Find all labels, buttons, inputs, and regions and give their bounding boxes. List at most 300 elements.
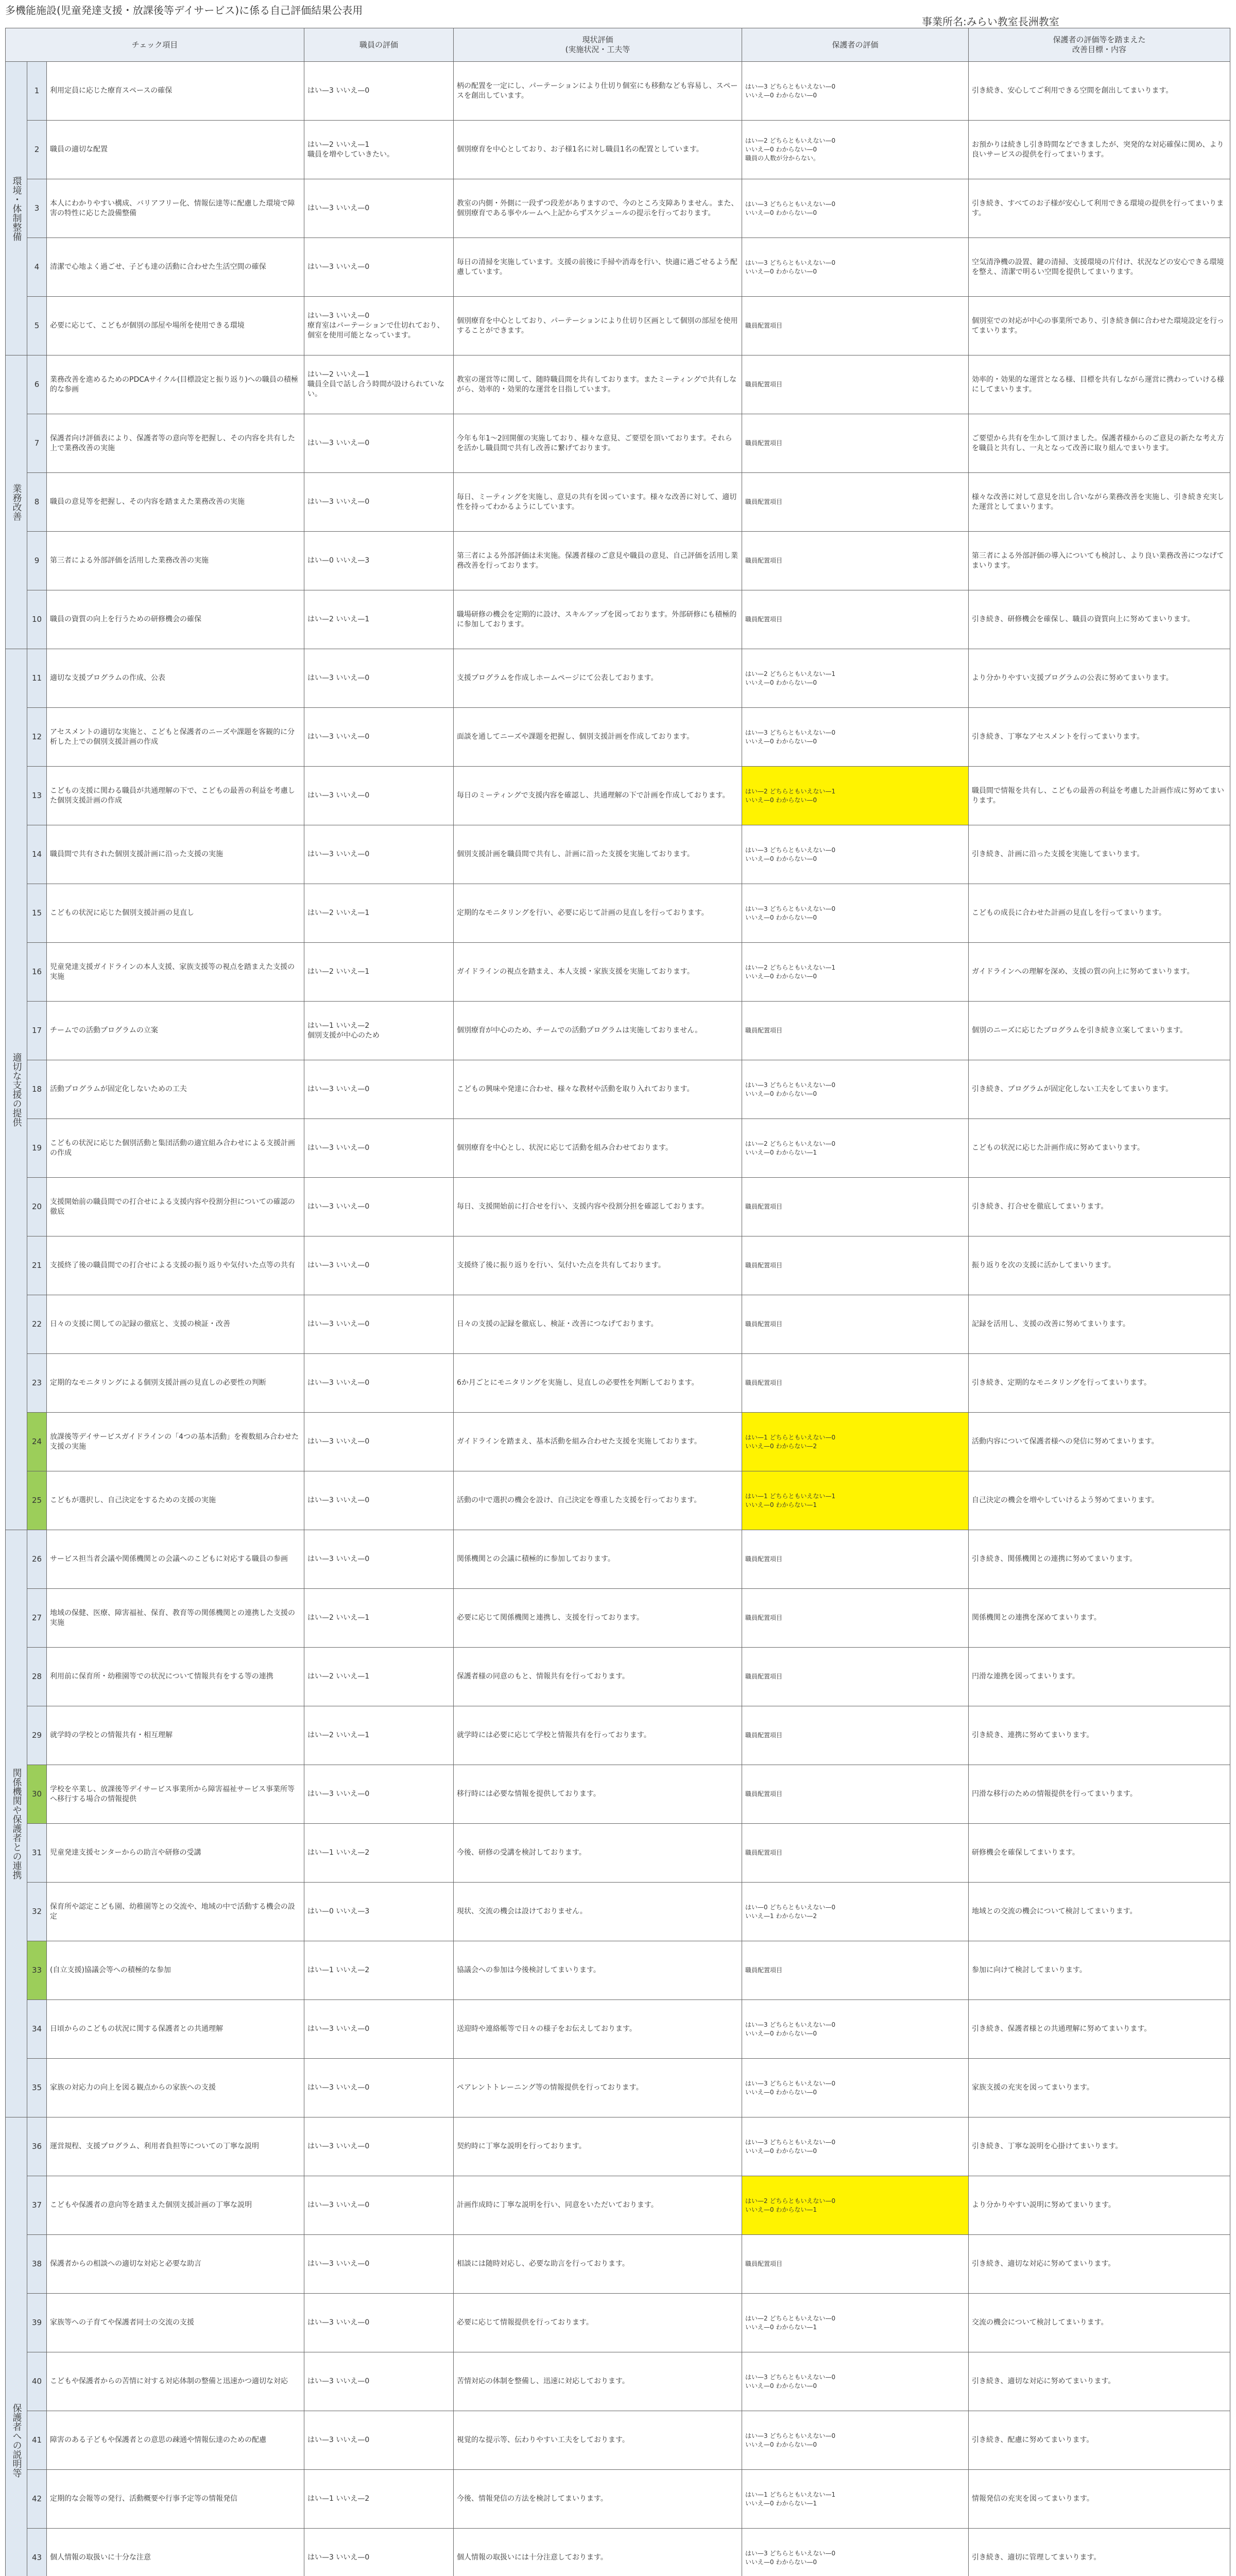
- table-row: [6, 2235, 1230, 2294]
- table-row: [6, 2411, 1230, 2470]
- check-item: 利用前に保育所・幼稚園等での状況について情報共有をする等の連携: [47, 1648, 304, 1706]
- staff-evaluation: はい—2 いいえ—1 職員を増やしていきたい。: [304, 121, 454, 179]
- current-status: 苦情対応の体制を整備し、迅速に対応しております。: [454, 2352, 742, 2411]
- improvement-goal: 空気清浄機の設置、鍵の清掃、支援環境の片付け、状況などの安心できる環境を整え、清潔で明るい空間を提供してまいります。: [969, 238, 1230, 297]
- row-number: 29: [27, 1706, 47, 1765]
- improvement-goal: 引き続き、適切な対応に努めてまいります。: [969, 2352, 1230, 2411]
- improvement-goal: 引き続き、打合せを徹底してまいります。: [969, 1178, 1230, 1236]
- staff-evaluation: はい—1 いいえ—2: [304, 2470, 454, 2529]
- row-number: 8: [27, 473, 47, 532]
- guardian-evaluation: 職員配置項目: [742, 1236, 969, 1295]
- current-status: ガイドラインの視点を踏まえ、本人支援・家族支援を実施しております。: [454, 943, 742, 1002]
- guardian-evaluation: はい—3 どちらともいえない—0 いいえ—0 わからない—0: [742, 825, 969, 884]
- current-status: 職場研修の機会を定期的に設け、スキルアップを図っております。外部研修にも積極的に参加しております。: [454, 590, 742, 649]
- improvement-goal: こどもの成長に合わせた計画の見直しを行ってまいります。: [969, 884, 1230, 943]
- guardian-evaluation: はい—2 どちらともいえない—0 いいえ—0 わからない—1: [742, 1119, 969, 1178]
- current-status: 個別療育を中心としており、お子様1名に対し職員1名の配置としています。: [454, 121, 742, 179]
- current-status: 個別療育が中心のため、チームでの活動プログラムは実施しておりません。: [454, 1002, 742, 1060]
- improvement-goal: 引き続き、プログラムが固定化しない工夫をしてまいります。: [969, 1060, 1230, 1119]
- current-status: 教室の運営等に関して、随時職員間を共有しております。またミーティングで共有しながら、効率的・効果的な運営を目指しています。: [454, 355, 742, 414]
- table-row: [6, 179, 1230, 238]
- guardian-evaluation: 職員配置項目: [742, 2235, 969, 2294]
- guardian-evaluation: はい—2 どちらともいえない—1 いいえ—0 わからない—0: [742, 943, 969, 1002]
- improvement-goal: 個別室での対応が中心の事業所であり、引き続き個に合わせた環境設定を行ってまいります。: [969, 297, 1230, 355]
- page-title: 多機能施設(児童発達支援・放課後等デイサービス)に係る自己評価結果公表用: [5, 4, 363, 16]
- guardian-evaluation: はい—2 どちらともいえない—0 いいえ—0 わからない—1: [742, 2294, 969, 2352]
- table-row: [6, 1941, 1230, 2000]
- table-row: [6, 1530, 1230, 1589]
- guardian-evaluation: 職員配置項目: [742, 1648, 969, 1706]
- table-row: [6, 1765, 1230, 1824]
- improvement-goal: 引き続き、丁寧な説明を心掛けてまいります。: [969, 2117, 1230, 2176]
- staff-evaluation: はい—2 いいえ—1: [304, 943, 454, 1002]
- row-number: 12: [27, 708, 47, 767]
- table-row: [6, 2294, 1230, 2352]
- current-status: 活動の中で選択の機会を設け、自己決定を尊重した支援を行っております。: [454, 1471, 742, 1530]
- guardian-evaluation: はい—3 どちらともいえない—0 いいえ—0 わからない—0: [742, 2117, 969, 2176]
- guardian-evaluation: 職員配置項目: [742, 1354, 969, 1413]
- row-number: 43: [27, 2529, 47, 2576]
- guardian-evaluation: はい—3 どちらともいえない—0 いいえ—0 わからない—0: [742, 708, 969, 767]
- staff-evaluation: はい—3 いいえ—0: [304, 649, 454, 708]
- improvement-goal: 自己決定の機会を増やしていけるよう努めてまいります。: [969, 1471, 1230, 1530]
- current-status: 個別支援計画を職員間で共有し、計画に沿った支援を実施しております。: [454, 825, 742, 884]
- improvement-goal: 交流の機会について検討してまいります。: [969, 2294, 1230, 2352]
- guardian-evaluation: はい—2 どちらともいえない—0 いいえ—0 わからない—0 職員の人数が分からない。: [742, 121, 969, 179]
- current-status: 6か月ごとにモニタリングを実施し、見直しの必要性を判断しております。: [454, 1354, 742, 1413]
- category-cell: 関係機関や保護者との連携: [6, 1530, 27, 2117]
- staff-evaluation: はい—3 いいえ—0: [304, 2411, 454, 2470]
- header-check: チェック項目: [6, 28, 304, 62]
- row-number: 34: [27, 2000, 47, 2059]
- guardian-evaluation: 職員配置項目: [742, 590, 969, 649]
- row-number: 28: [27, 1648, 47, 1706]
- check-item: 職員の資質の向上を行うための研修機会の確保: [47, 590, 304, 649]
- row-number: 11: [27, 649, 47, 708]
- improvement-goal: 効率的・効果的な運営となる様、目標を共有しながら運営に携わっていける様にしてまいります。: [969, 355, 1230, 414]
- table-body: [6, 62, 1230, 2576]
- staff-evaluation: はい—3 いいえ—0: [304, 1765, 454, 1824]
- table-row: [6, 1236, 1230, 1295]
- guardian-evaluation: はい—3 どちらともいえない—0 いいえ—0 わからない—0: [742, 62, 969, 121]
- table-row: [6, 1178, 1230, 1236]
- improvement-goal: 個別のニーズに応じたプログラムを引き続き立案してまいります。: [969, 1002, 1230, 1060]
- table-row: [6, 943, 1230, 1002]
- check-item: 適切な支援プログラムの作成、公表: [47, 649, 304, 708]
- guardian-evaluation: 職員配置項目: [742, 532, 969, 590]
- guardian-evaluation: 職員配置項目: [742, 414, 969, 473]
- current-status: 個別療育を中心とし、状況に応じて活動を組み合わせております。: [454, 1119, 742, 1178]
- staff-evaluation: はい—3 いいえ—0: [304, 2352, 454, 2411]
- current-status: 必要に応じて情報提供を行っております。: [454, 2294, 742, 2352]
- table-row: [6, 590, 1230, 649]
- check-item: 運営規程、支援プログラム、利用者負担等についての丁寧な説明: [47, 2117, 304, 2176]
- check-item: 職員の意見等を把握し、その内容を踏まえた業務改善の実施: [47, 473, 304, 532]
- check-item: 障害のある子どもや保護者との意思の疎通や情報伝達のための配慮: [47, 2411, 304, 2470]
- row-number: 15: [27, 884, 47, 943]
- row-number: 25: [27, 1471, 47, 1530]
- category-cell: 適切な支援の提供: [6, 649, 27, 1530]
- row-number: 16: [27, 943, 47, 1002]
- improvement-goal: 参加に向けて検討してまいります。: [969, 1941, 1230, 2000]
- check-item: チームでの活動プログラムの立案: [47, 1002, 304, 1060]
- improvement-goal: 引き続き、定期的なモニタリングを行ってまいります。: [969, 1354, 1230, 1413]
- improvement-goal: 関係機関との連携を深めてまいります。: [969, 1589, 1230, 1648]
- table-row: [6, 2529, 1230, 2576]
- check-item: こどもが選択し、自己決定をするための支援の実施: [47, 1471, 304, 1530]
- staff-evaluation: はい—3 いいえ—0: [304, 2235, 454, 2294]
- current-status: ガイドラインを踏まえ、基本活動を組み合わせた支援を実施しております。: [454, 1413, 742, 1471]
- table-row: [6, 1471, 1230, 1530]
- row-number: 18: [27, 1060, 47, 1119]
- check-item: 放課後等デイサービスガイドラインの「4つの基本活動」を複数組み合わせた支援の実施: [47, 1413, 304, 1471]
- current-status: 個人情報の取扱いには十分注意しております。: [454, 2529, 742, 2576]
- guardian-evaluation: はい—2 どちらともいえない—0 いいえ—0 わからない—1: [742, 2176, 969, 2235]
- guardian-evaluation: 職員配置項目: [742, 1824, 969, 1883]
- improvement-goal: 引き続き、連携に努めてまいります。: [969, 1706, 1230, 1765]
- improvement-goal: こどもの状況に応じた計画作成に努めてまいります。: [969, 1119, 1230, 1178]
- staff-evaluation: はい—2 いいえ—1: [304, 1648, 454, 1706]
- staff-evaluation: はい—3 いいえ—0: [304, 2000, 454, 2059]
- check-item: 児童発達支援ガイドラインの本人支援、家族支援等の視点を踏まえた支援の実施: [47, 943, 304, 1002]
- current-status: 移行時には必要な情報を提供しております。: [454, 1765, 742, 1824]
- table-row: [6, 1883, 1230, 1941]
- category-cell: 環境・体制整備: [6, 62, 27, 355]
- check-item: 職員の適切な配置: [47, 121, 304, 179]
- guardian-evaluation: はい—3 どちらともいえない—0 いいえ—0 わからない—0: [742, 2059, 969, 2117]
- guardian-evaluation: はい—3 どちらともいえない—0 いいえ—0 わからない—0: [742, 2000, 969, 2059]
- check-item: 個人情報の取扱いに十分な注意: [47, 2529, 304, 2576]
- guardian-evaluation: 職員配置項目: [742, 1530, 969, 1589]
- row-number: 21: [27, 1236, 47, 1295]
- staff-evaluation: はい—3 いいえ—0: [304, 238, 454, 297]
- table-row: [6, 1119, 1230, 1178]
- improvement-goal: より分かりやすい説明に努めてまいります。: [969, 2176, 1230, 2235]
- check-item: アセスメントの適切な実施と、こどもと保護者のニーズや課題を客観的に分析した上での個別支援計画の作成: [47, 708, 304, 767]
- check-item: サービス担当者会議や関係機関との会議へのこどもに対応する職員の参画: [47, 1530, 304, 1589]
- improvement-goal: ガイドラインへの理解を深め、支援の質の向上に努めてまいります。: [969, 943, 1230, 1002]
- row-number: 32: [27, 1883, 47, 1941]
- check-item: 日々の支援に関しての記録の徹底と、支援の検証・改善: [47, 1295, 304, 1354]
- row-number: 5: [27, 297, 47, 355]
- staff-evaluation: はい—3 いいえ—0: [304, 473, 454, 532]
- current-status: こどもの興味や発達に合わせ、様々な教材や活動を取り入れております。: [454, 1060, 742, 1119]
- improvement-goal: 職員間で情報を共有し、こどもの最善の利益を考慮した計画作成に努めてまいります。: [969, 767, 1230, 825]
- row-number: 27: [27, 1589, 47, 1648]
- current-status: 現状、交流の機会は設けておりません。: [454, 1883, 742, 1941]
- table-row: [6, 121, 1230, 179]
- check-item: 学校を卒業し、放課後等デイサービス事業所から障害福祉サービス事業所等へ移行する場合の情報提供: [47, 1765, 304, 1824]
- check-item: 家族等への子育てや保護者同士の交流の支援: [47, 2294, 304, 2352]
- table-row: [6, 767, 1230, 825]
- table-row: [6, 355, 1230, 414]
- check-item: こどもの状況に応じた個別支援計画の見直し: [47, 884, 304, 943]
- guardian-evaluation: はい—3 どちらともいえない—0 いいえ—0 わからない—0: [742, 2352, 969, 2411]
- current-status: 相談には随時対応し、必要な助言を行っております。: [454, 2235, 742, 2294]
- check-item: こどもや保護者の意向等を踏まえた個別支援計画の丁寧な説明: [47, 2176, 304, 2235]
- table-row: [6, 2117, 1230, 2176]
- row-number: 41: [27, 2411, 47, 2470]
- guardian-evaluation: はい—3 どちらともいえない—0 いいえ—0 わからない—0: [742, 2411, 969, 2470]
- table-row: [6, 825, 1230, 884]
- check-item: 活動プログラムが固定化しないための工夫: [47, 1060, 304, 1119]
- check-item: 児童発達支援センターからの助言や研修の受講: [47, 1824, 304, 1883]
- table-row: [6, 1824, 1230, 1883]
- table-row: [6, 2470, 1230, 2529]
- guardian-evaluation: はい—3 どちらともいえない—0 いいえ—0 わからない—0: [742, 884, 969, 943]
- table-row: [6, 238, 1230, 297]
- table-row: [6, 1295, 1230, 1354]
- row-number: 10: [27, 590, 47, 649]
- staff-evaluation: はい—3 いいえ—0: [304, 708, 454, 767]
- current-status: 視覚的な提示等、伝わりやすい工夫をしております。: [454, 2411, 742, 2470]
- current-status: 契約時に丁寧な説明を行っております。: [454, 2117, 742, 2176]
- current-status: 毎日の清掃を実施しています。支援の前後に手掃や消毒を行い、快適に過ごせるよう配慮しています。: [454, 238, 742, 297]
- check-item: こどもや保護者からの苦情に対する対応体制の整備と迅速かつ適切な対応: [47, 2352, 304, 2411]
- guardian-evaluation: 職員配置項目: [742, 1706, 969, 1765]
- evaluation-table: [5, 28, 1230, 2576]
- header-staff: 職員の評価: [304, 28, 454, 62]
- row-number: 14: [27, 825, 47, 884]
- row-number: 33: [27, 1941, 47, 2000]
- improvement-goal: 引き続き、配慮に努めてまいります。: [969, 2411, 1230, 2470]
- staff-evaluation: はい—3 いいえ—0: [304, 1471, 454, 1530]
- row-number: 22: [27, 1295, 47, 1354]
- check-item: 定期的な会報等の発行、活動概要や行事予定等の情報発信: [47, 2470, 304, 2529]
- improvement-goal: 様々な改善に対して意見を出し合いながら業務改善を実施し、引き続き充実した運営としてまいります。: [969, 473, 1230, 532]
- improvement-goal: 円滑な移行のための情報提供を行ってまいります。: [969, 1765, 1230, 1824]
- current-status: 毎日、支援開始前に打合せを行い、支援内容や役割分担を確認しております。: [454, 1178, 742, 1236]
- improvement-goal: 引き続き、すべてのお子様が安心して利用できる環境の提供を行ってまいります。: [969, 179, 1230, 238]
- check-item: 就学時の学校との情報共有・相互理解: [47, 1706, 304, 1765]
- current-status: 今後、情報発信の方法を検討してまいります。: [454, 2470, 742, 2529]
- table-row: [6, 1354, 1230, 1413]
- guardian-evaluation: 職員配置項目: [742, 1295, 969, 1354]
- improvement-goal: 引き続き、適切に管理してまいります。: [969, 2529, 1230, 2576]
- staff-evaluation: はい—3 いいえ—0: [304, 1295, 454, 1354]
- table-row: [6, 649, 1230, 708]
- staff-evaluation: はい—2 いいえ—1: [304, 884, 454, 943]
- check-item: 利用定員に応じた療育スペースの確保: [47, 62, 304, 121]
- improvement-goal: 引き続き、研修機会を確保し、職員の資質向上に努めてまいります。: [969, 590, 1230, 649]
- current-status: 毎日のミーティングで支援内容を確認し、共通理解の下で計画を作成しております。: [454, 767, 742, 825]
- staff-evaluation: はい—3 いいえ—0: [304, 1060, 454, 1119]
- staff-evaluation: はい—3 いいえ—0: [304, 2117, 454, 2176]
- staff-evaluation: はい—0 いいえ—3: [304, 1883, 454, 1941]
- staff-evaluation: はい—2 いいえ—1: [304, 590, 454, 649]
- staff-evaluation: はい—3 いいえ—0: [304, 2294, 454, 2352]
- staff-evaluation: はい—3 いいえ—0: [304, 414, 454, 473]
- check-item: 第三者による外部評価を活用した業務改善の実施: [47, 532, 304, 590]
- staff-evaluation: はい—3 いいえ—0: [304, 1413, 454, 1471]
- guardian-evaluation: はい—0 どちらともいえない—0 いいえ—1 わからない—2: [742, 1883, 969, 1941]
- staff-evaluation: はい—3 いいえ—0: [304, 62, 454, 121]
- guardian-evaluation: 職員配置項目: [742, 355, 969, 414]
- improvement-goal: 振り返りを次の支援に活かしてまいります。: [969, 1236, 1230, 1295]
- table-row: [6, 2059, 1230, 2117]
- row-number: 6: [27, 355, 47, 414]
- guardian-evaluation: 職員配置項目: [742, 297, 969, 355]
- guardian-evaluation: 職員配置項目: [742, 473, 969, 532]
- guardian-evaluation: はい—3 どちらともいえない—0 いいえ—0 わからない—0: [742, 1060, 969, 1119]
- current-status: 就学時には必要に応じて学校と情報共有を行っております。: [454, 1706, 742, 1765]
- office-name: 事業所名:みらい教室長洲教室: [922, 15, 1059, 28]
- guardian-evaluation: はい—1 どちらともいえない—0 いいえ—0 わからない—2: [742, 1413, 969, 1471]
- table-row: [6, 62, 1230, 121]
- check-item: 地域の保健、医療、障害福祉、保育、教育等の関係機関との連携した支援の実施: [47, 1589, 304, 1648]
- staff-evaluation: はい—3 いいえ—0: [304, 1530, 454, 1589]
- guardian-evaluation: 職員配置項目: [742, 1765, 969, 1824]
- current-status: 教室の内側・外側に一段ずつ段差がありますので、今のところ支障ありません。また、個別療育である事やルームへ上記からずスケジュールの提示を行っております。: [454, 179, 742, 238]
- table-row: [6, 2176, 1230, 2235]
- table-row: [6, 1706, 1230, 1765]
- check-item: 清潔で心地よく過ごせ、子ども達の活動に合わせた生活空間の確保: [47, 238, 304, 297]
- check-item: こどもの支援に関わる職員が共通理解の下で、こどもの最善の利益を考慮した個別支援計画の作成: [47, 767, 304, 825]
- row-number: 30: [27, 1765, 47, 1824]
- current-status: 支援終了後に振り返りを行い、気付いた点を共有しております。: [454, 1236, 742, 1295]
- row-number: 40: [27, 2352, 47, 2411]
- guardian-evaluation: 職員配置項目: [742, 1002, 969, 1060]
- improvement-goal: 地域との交流の機会について検討してまいります。: [969, 1883, 1230, 1941]
- table-row: [6, 1002, 1230, 1060]
- staff-evaluation: はい—1 いいえ—2 個別支援が中心のため: [304, 1002, 454, 1060]
- guardian-evaluation: はい—1 どちらともいえない—1 いいえ—0 わからない—1: [742, 1471, 969, 1530]
- row-number: 42: [27, 2470, 47, 2529]
- current-status: 必要に応じて関係機関と連携し、支援を行っております。: [454, 1589, 742, 1648]
- header-guardian: 保護者の評価: [742, 28, 969, 62]
- guardian-evaluation: 職員配置項目: [742, 1941, 969, 2000]
- row-number: 31: [27, 1824, 47, 1883]
- row-number: 23: [27, 1354, 47, 1413]
- row-number: 39: [27, 2294, 47, 2352]
- current-status: 計画作成時に丁寧な説明を行い、同意をいただいております。: [454, 2176, 742, 2235]
- check-item: (自立支援)協議会等への積極的な参加: [47, 1941, 304, 2000]
- improvement-goal: 引き続き、安心してご利用できる空間を創出してまいります。: [969, 62, 1230, 121]
- current-status: 個別療育を中心としており、パーテーションにより仕切り区画として個別の部屋を使用することができます。: [454, 297, 742, 355]
- check-item: 本人にわかりやすい構成、バリアフリー化、情報伝達等に配慮した環境で障害の特性に応じた設備整備: [47, 179, 304, 238]
- current-status: 日々の支援の記録を徹底し、検証・改善につなげております。: [454, 1295, 742, 1354]
- guardian-evaluation: はい—3 どちらともいえない—0 いいえ—0 わからない—0: [742, 238, 969, 297]
- row-number: 38: [27, 2235, 47, 2294]
- improvement-goal: より分かりやすい支援プログラムの公表に努めてまいります。: [969, 649, 1230, 708]
- row-number: 36: [27, 2117, 47, 2176]
- check-item: 保護者からの相談への適切な対応と必要な助言: [47, 2235, 304, 2294]
- improvement-goal: 家族支援の充実を図ってまいります。: [969, 2059, 1230, 2117]
- current-status: 送迎時や連絡帳等で日々の様子をお伝えしております。: [454, 2000, 742, 2059]
- current-status: 保護者様の同意のもと、情報共有を行っております。: [454, 1648, 742, 1706]
- guardian-evaluation: はい—2 どちらともいえない—1 いいえ—0 わからない—0: [742, 767, 969, 825]
- improvement-goal: 引き続き、保護者様との共通理解に努めてまいります。: [969, 2000, 1230, 2059]
- row-number: 35: [27, 2059, 47, 2117]
- table-row: [6, 708, 1230, 767]
- current-status: 柄の配置を一定にし、パーテーションにより仕切り個室にも移動なども容易し、スペースを創出しています。: [454, 62, 742, 121]
- row-number: 1: [27, 62, 47, 121]
- current-status: ペアレントトレーニング等の情報提供を行っております。: [454, 2059, 742, 2117]
- table-row: [6, 1589, 1230, 1648]
- improvement-goal: 記録を活用し、支援の改善に努めてまいります。: [969, 1295, 1230, 1354]
- current-status: 毎日、ミーティングを実施し、意見の共有を図っています。様々な改善に対して、適切性を持ってわかるようにしています。: [454, 473, 742, 532]
- staff-evaluation: はい—3 いいえ—0: [304, 1236, 454, 1295]
- check-item: 支援終了後の職員間での打合せによる支援の振り返りや気付いた点等の共有: [47, 1236, 304, 1295]
- staff-evaluation: はい—3 いいえ—0: [304, 2529, 454, 2576]
- staff-evaluation: はい—2 いいえ—1: [304, 1706, 454, 1765]
- table-row: [6, 2352, 1230, 2411]
- staff-evaluation: はい—3 いいえ—0 療育室はパーテーションで仕切れており、個室を使用可能となっています。: [304, 297, 454, 355]
- improvement-goal: 引き続き、関係機関との連携に努めてまいります。: [969, 1530, 1230, 1589]
- staff-evaluation: はい—3 いいえ—0: [304, 179, 454, 238]
- improvement-goal: ご要望から共有を生かして頂けました。保護者様からのご意見の新たな考え方を職員と共有し、一丸となって改善に取り組んでまいります。: [969, 414, 1230, 473]
- current-status: 今年も年1〜2回開催の実施しており、様々な意見、ご要望を頂いております。それらを活かし職員間で共有し改善に繋げております。: [454, 414, 742, 473]
- guardian-evaluation: はい—1 どちらともいえない—1 いいえ—0 わからない—1: [742, 2470, 969, 2529]
- check-item: 日頃からのこどもの状況に関する保護者との共通理解: [47, 2000, 304, 2059]
- staff-evaluation: はい—1 いいえ—2: [304, 1824, 454, 1883]
- improvement-goal: 円滑な連携を図ってまいります。: [969, 1648, 1230, 1706]
- row-number: 13: [27, 767, 47, 825]
- check-item: 職員間で共有された個別支援計画に沿った支援の実施: [47, 825, 304, 884]
- staff-evaluation: はい—3 いいえ—0: [304, 767, 454, 825]
- table-row: [6, 532, 1230, 590]
- staff-evaluation: はい—2 いいえ—1 職員全員で話し合う時間が設けられていない。: [304, 355, 454, 414]
- header-goal: 保護者の評価等を踏まえた 改善目標・内容: [969, 28, 1230, 62]
- header-current: 現状評価 (実施状況・工夫等: [454, 28, 742, 62]
- guardian-evaluation: 職員配置項目: [742, 1178, 969, 1236]
- row-number: 3: [27, 179, 47, 238]
- row-number: 26: [27, 1530, 47, 1589]
- staff-evaluation: はい—2 いいえ—1: [304, 1589, 454, 1648]
- table-row: [6, 414, 1230, 473]
- check-item: 支援開始前の職員間での打合せによる支援内容や役割分担についての確認の徹底: [47, 1178, 304, 1236]
- guardian-evaluation: 職員配置項目: [742, 1589, 969, 1648]
- row-number: 4: [27, 238, 47, 297]
- table-row: [6, 1413, 1230, 1471]
- table-row: [6, 297, 1230, 355]
- check-item: 定期的なモニタリングによる個別支援計画の見直しの必要性の判断: [47, 1354, 304, 1413]
- current-status: 関係機関との会議に積極的に参加しております。: [454, 1530, 742, 1589]
- current-status: 今後、研修の受講を検討しております。: [454, 1824, 742, 1883]
- row-number: 19: [27, 1119, 47, 1178]
- row-number: 17: [27, 1002, 47, 1060]
- check-item: 業務改善を進めるためのPDCAサイクル(目標設定と振り返り)への職員の積極的な参画: [47, 355, 304, 414]
- staff-evaluation: はい—3 いいえ—0: [304, 2059, 454, 2117]
- improvement-goal: 引き続き、適切な対応に努めてまいります。: [969, 2235, 1230, 2294]
- staff-evaluation: はい—0 いいえ—3: [304, 532, 454, 590]
- current-status: 支援プログラムを作成しホームページにて公表しております。: [454, 649, 742, 708]
- row-number: 9: [27, 532, 47, 590]
- improvement-goal: 研修機会を確保してまいります。: [969, 1824, 1230, 1883]
- improvement-goal: お預かりは続きし引き時間などできましたが、突発的な対応確保に関め、より良いサービスの提供を行ってまいります。: [969, 121, 1230, 179]
- category-cell: 保護者への説明等: [6, 2117, 27, 2576]
- check-item: 家族の対応力の向上を図る観点からの家族への支援: [47, 2059, 304, 2117]
- check-item: 必要に応じて、こどもが個別の部屋や場所を使用できる環境: [47, 297, 304, 355]
- check-item: 保護者向け評価表により、保護者等の意向等を把握し、その内容を共有した上で業務改善の実施: [47, 414, 304, 473]
- staff-evaluation: はい—3 いいえ—0: [304, 2176, 454, 2235]
- improvement-goal: 活動内容について保護者様への発信に努めてまいります。: [969, 1413, 1230, 1471]
- row-number: 7: [27, 414, 47, 473]
- guardian-evaluation: はい—2 どちらともいえない—1 いいえ—0 わからない—0: [742, 649, 969, 708]
- staff-evaluation: はい—3 いいえ—0: [304, 1119, 454, 1178]
- staff-evaluation: はい—3 いいえ—0: [304, 825, 454, 884]
- table-row: [6, 2000, 1230, 2059]
- category-cell: 業務改善: [6, 355, 27, 649]
- improvement-goal: 引き続き、計画に沿った支援を実施してまいります。: [969, 825, 1230, 884]
- row-number: 2: [27, 121, 47, 179]
- staff-evaluation: はい—3 いいえ—0: [304, 1178, 454, 1236]
- row-number: 24: [27, 1413, 47, 1471]
- row-number: 20: [27, 1178, 47, 1236]
- current-status: 定期的なモニタリングを行い、必要に応じて計画の見直しを行っております。: [454, 884, 742, 943]
- table-header: [6, 28, 1230, 62]
- table-row: [6, 1060, 1230, 1119]
